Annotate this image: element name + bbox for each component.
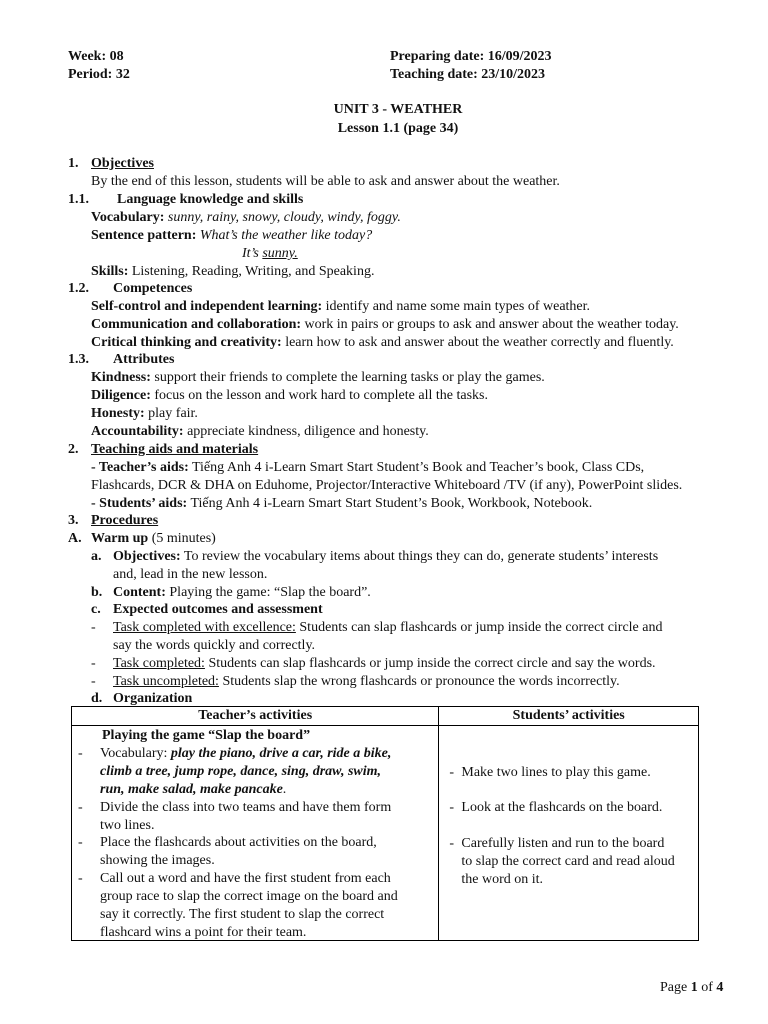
week-label: Week: 08 xyxy=(68,49,124,64)
item-b-line xyxy=(113,584,371,602)
vocabulary-words: play the piano, drive a car, ride a bike, xyxy=(170,746,392,761)
list-dash: - xyxy=(449,800,455,815)
attribute-text: play fair. xyxy=(148,406,198,421)
vocabulary-words-continued: climb a tree, jump rope, dance, sing, draw, swim, xyxy=(100,764,382,779)
vocabulary-list-item xyxy=(100,745,391,763)
game-title: Playing the game “Slap the board” xyxy=(102,728,311,743)
section-2-number: 2. xyxy=(68,442,79,457)
outcome-text: Students can slap flashcards or jump inside the correct circle and xyxy=(299,620,663,635)
teacher-aids-text: Tiếng Anh 4 i-Learn Smart Start Student’s Book and Teacher’s book, Class CDs, xyxy=(191,460,645,475)
section-1-number: 1. xyxy=(68,156,79,171)
item-a-line xyxy=(113,548,658,566)
outcome-item xyxy=(113,655,656,673)
teacher-step: Place the flashcards about activities on the board, xyxy=(100,835,377,850)
section-1-heading: Objectives xyxy=(91,156,154,171)
list-dash: - xyxy=(78,871,83,886)
competence-item xyxy=(91,298,590,316)
warmup-time: (5 minutes) xyxy=(151,531,216,546)
list-dash: - xyxy=(78,746,83,761)
section-1-1-number: 1.1. xyxy=(68,192,89,207)
page-word: Page xyxy=(660,980,688,995)
warmup-label: Warm up xyxy=(91,531,149,546)
attribute-item xyxy=(91,369,545,387)
teacher-step-continued: group race to slap the correct image on the board and xyxy=(100,889,398,904)
item-d-label: Organization xyxy=(113,691,193,706)
current-page: 1 xyxy=(690,980,698,995)
total-pages: 4 xyxy=(716,980,724,995)
item-a-label: Objectives: xyxy=(113,549,181,564)
attribute-text: support their friends to complete the learning tasks or play the games. xyxy=(154,370,545,385)
unit-title: UNIT 3 - WEATHER xyxy=(333,102,463,117)
list-dash: - xyxy=(78,800,83,815)
section-1-3-heading: Attributes xyxy=(113,352,175,367)
competence-label: Critical thinking and creativity: xyxy=(91,335,282,350)
outcome-text: Students can slap flashcards or jump inside the correct circle and say the words. xyxy=(208,656,656,671)
item-c-number: c. xyxy=(91,602,101,617)
teacher-step-continued: showing the images. xyxy=(100,853,215,868)
section-1-2-number: 1.2. xyxy=(68,281,89,296)
students-activities-cell xyxy=(439,726,699,941)
skills-line xyxy=(91,263,374,281)
vocabulary-list-label: Vocabulary: xyxy=(100,746,171,761)
answer-prefix: It’s xyxy=(242,246,263,261)
student-step: Look at the flashcards on the board. xyxy=(461,800,663,815)
competence-label: Self-control and independent learning: xyxy=(91,299,323,314)
section-1-2-heading: Competences xyxy=(113,281,193,296)
attribute-item xyxy=(91,423,429,441)
attribute-label: Diligence: xyxy=(91,388,151,403)
list-dash: - xyxy=(449,765,455,780)
sentence-pattern-line xyxy=(91,227,372,245)
teacher-aids-line xyxy=(91,459,644,477)
vocabulary-line xyxy=(91,209,401,227)
attribute-label: Honesty: xyxy=(91,406,145,421)
vocabulary-words-last: run, make salad, make pancake xyxy=(100,782,283,797)
vocabulary-label: Vocabulary: xyxy=(91,210,165,225)
attribute-text: appreciate kindness, diligence and honesty. xyxy=(187,424,429,439)
item-b-text: Playing the game: “Slap the board”. xyxy=(169,585,371,600)
organization-table xyxy=(71,706,699,941)
answer-word: sunny. xyxy=(262,246,298,261)
of-word: of xyxy=(701,980,713,995)
student-step: Carefully listen and run to the board xyxy=(461,836,665,851)
competence-item xyxy=(91,334,674,352)
attribute-text: focus on the lesson and work hard to complete all the tasks. xyxy=(154,388,488,403)
vocabulary-period: . xyxy=(282,782,287,797)
vocabulary-words-end xyxy=(100,781,286,799)
skills-text: Listening, Reading, Writing, and Speaking. xyxy=(131,264,375,279)
attribute-item xyxy=(91,405,198,423)
preparing-date: Preparing date: 16/09/2023 xyxy=(390,49,552,64)
section-2-heading: Teaching aids and materials xyxy=(91,442,259,457)
outcome-item xyxy=(113,619,663,637)
item-b-number: b. xyxy=(91,585,103,600)
attribute-label: Kindness: xyxy=(91,370,151,385)
attribute-item xyxy=(91,387,488,405)
item-a-continued: and, lead in the new lesson. xyxy=(113,567,268,582)
item-d-number: d. xyxy=(91,691,103,706)
competence-item xyxy=(91,316,679,334)
sentence-pattern-answer xyxy=(242,245,298,263)
outcome-label: Task completed: xyxy=(113,656,205,671)
teacher-aids-continued: Flashcards, DCR & DHA on Eduhome, Projector/Interactive Whiteboard /TV (if any), PowerPoint slides. xyxy=(91,478,683,493)
sentence-pattern-label: Sentence pattern: xyxy=(91,228,197,243)
item-b-label: Content: xyxy=(113,585,166,600)
table-header-row xyxy=(72,707,699,726)
section-3-number: 3. xyxy=(68,513,79,528)
outcome-continued: say the words quickly and correctly. xyxy=(113,638,316,653)
objectives-intro: By the end of this lesson, students will be able to ask and answer about the weather. xyxy=(91,174,560,189)
competence-label: Communication and collaboration: xyxy=(91,317,302,332)
teacher-aids-label: - Teacher’s aids: xyxy=(91,460,189,475)
teacher-step-continued: say it correctly. The first student to slap the correct xyxy=(100,907,385,922)
item-a-number: a. xyxy=(91,549,102,564)
teacher-activities-cell xyxy=(72,726,439,941)
section-3-heading: Procedures xyxy=(91,513,159,528)
attribute-label: Accountability: xyxy=(91,424,184,439)
vocabulary-text: sunny, rainy, snowy, cloudy, windy, foggy. xyxy=(167,210,401,225)
item-a-text: To review the vocabulary items about things they can do, generate students’ interests xyxy=(183,549,659,564)
students-activities-header: Students’ activities xyxy=(439,707,699,726)
warmup-number: A. xyxy=(68,531,82,546)
list-dash: - xyxy=(78,835,83,850)
period-label: Period: 32 xyxy=(68,67,130,82)
item-c-label: Expected outcomes and assessment xyxy=(113,602,323,617)
sentence-pattern-text: What’s the weather like today? xyxy=(199,228,373,243)
students-aids-label: - Students’ aids: xyxy=(91,496,188,511)
skills-label: Skills: xyxy=(91,264,129,279)
competence-text: work in pairs or groups to ask and answer about the weather today. xyxy=(304,317,679,332)
outcome-dash: - xyxy=(91,674,96,689)
teacher-step-continued: flashcard wins a point for their team. xyxy=(100,925,307,940)
outcome-label: Task uncompleted: xyxy=(113,674,219,689)
section-1-3-number: 1.3. xyxy=(68,352,89,367)
warmup-line xyxy=(91,530,216,548)
teaching-date: Teaching date: 23/10/2023 xyxy=(390,67,546,82)
student-step-continued: to slap the correct card and read aloud xyxy=(461,854,675,869)
competence-text: identify and name some main types of weather. xyxy=(325,299,591,314)
outcome-dash: - xyxy=(91,656,96,671)
outcome-text: Students slap the wrong flashcards or pronounce the words incorrectly. xyxy=(222,674,620,689)
outcome-label: Task completed with excellence: xyxy=(113,620,296,635)
student-step: Make two lines to play this game. xyxy=(461,765,651,780)
list-dash: - xyxy=(449,836,455,851)
section-1-1-heading: Language knowledge and skills xyxy=(117,192,304,207)
teacher-step: Call out a word and have the first student from each xyxy=(100,871,391,886)
teacher-step: Divide the class into two teams and have them form xyxy=(100,800,392,815)
teacher-activities-header: Teacher’s activities xyxy=(72,707,439,726)
student-step-continued: the word on it. xyxy=(461,872,544,887)
lesson-title: Lesson 1.1 (page 34) xyxy=(337,121,459,136)
table-row xyxy=(72,726,699,941)
outcome-dash: - xyxy=(91,620,96,635)
students-aids-line xyxy=(91,495,592,513)
competence-text: learn how to ask and answer about the weather correctly and fluently. xyxy=(285,335,674,350)
teacher-step-continued: two lines. xyxy=(100,818,155,833)
students-aids-text: Tiếng Anh 4 i-Learn Smart Start Student’s Book, Workbook, Notebook. xyxy=(190,496,593,511)
outcome-item xyxy=(113,673,620,691)
page-number xyxy=(660,979,723,997)
